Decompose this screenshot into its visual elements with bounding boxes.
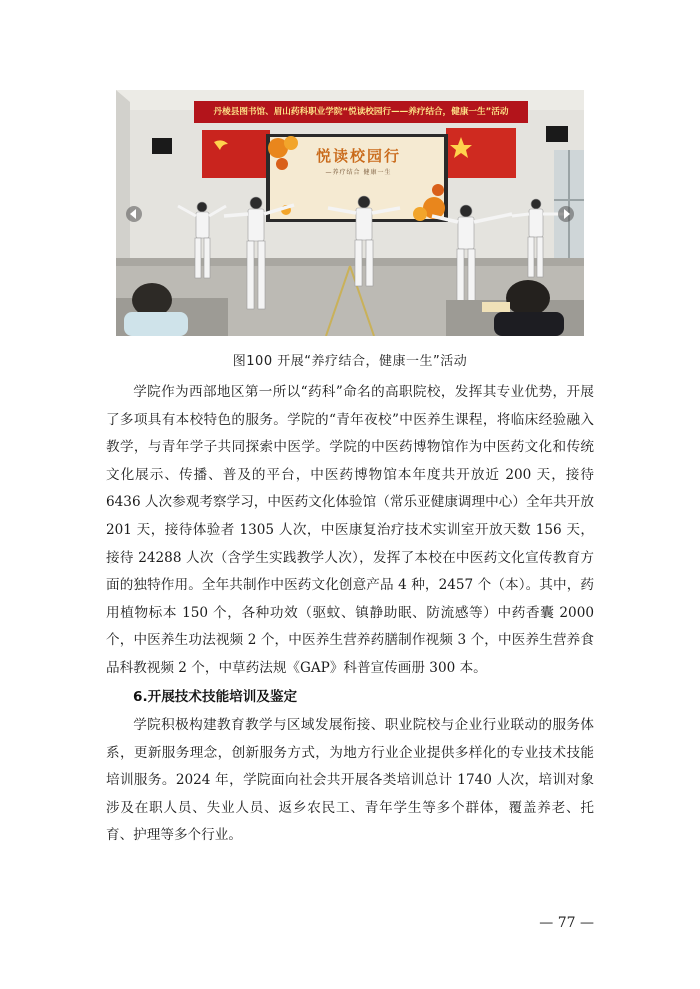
body-paragraph-2: 学院积极构建教育教学与区域发展衔接、职业院校与企业行业联动的服务体系，更新服务理念，创新服务方式，为地方行业企业提供多样化的专业技术技能培训服务。2024 年，学院面向社会共开展各类培训总计 1740 人次，培训对象涉及在职人员、失业人员、返乡农民工、青年学生等多个群体，覆盖养老、托育、护理等多个行业。 bbox=[106, 717, 594, 844]
screen-subtitle: —养疗结合 健康一生 bbox=[325, 169, 392, 176]
figure-caption: 图100 开展“养疗结合，健康一生”活动 bbox=[232, 354, 468, 369]
screen-title: 悦读校园行 bbox=[315, 147, 401, 165]
photo-illustration bbox=[116, 90, 584, 336]
banner-text: 丹棱县图书馆、眉山药科职业学院“悦读校园行——养疗结合，健康一生”活动 bbox=[213, 107, 509, 117]
page-number: — 77 — bbox=[539, 915, 594, 931]
section-heading: 6.开展技术技能培训及鉴定 bbox=[133, 689, 298, 705]
body-paragraph-1: 学院作为西部地区第一所以“药科”命名的高职院校，发挥其专业优势，开展了多项具有本校特色的服务。学院的“青年夜校”中医养生课程，将临床经验融入教学，与青年学子共同探索中医学。学院的中医药博物馆作为中医药文化和传统文化展示、传播、普及的平台，中医药博物馆本年度共开放近 200 天，接待 6436 人次参观考察学习，中医药文化体验馆（常乐亚健康调理中心）全年共开放 201 天，接待体验者 1305 人次，中医康复治疗技术实训室开放天数 156 天，接待 24288 人次（含学生实践教学人次），发挥了本校在中医药文化宣传教育方面的独特作用。全年共制作中医药文化创意产品 4 种，2457 个（本）。其中，药用植物标本 150 个，各种功效（驱蚊、镇静助眠、防流感等）中药香囊 2000 个，中医养生功法视频 2 个，中医养生营养药膳制作视频 3 个，中医养生营养食品科教视频 2 个，中草药法规《GAP》科普宣传画册 300 本。 bbox=[106, 384, 594, 676]
activity-photo bbox=[116, 90, 584, 336]
